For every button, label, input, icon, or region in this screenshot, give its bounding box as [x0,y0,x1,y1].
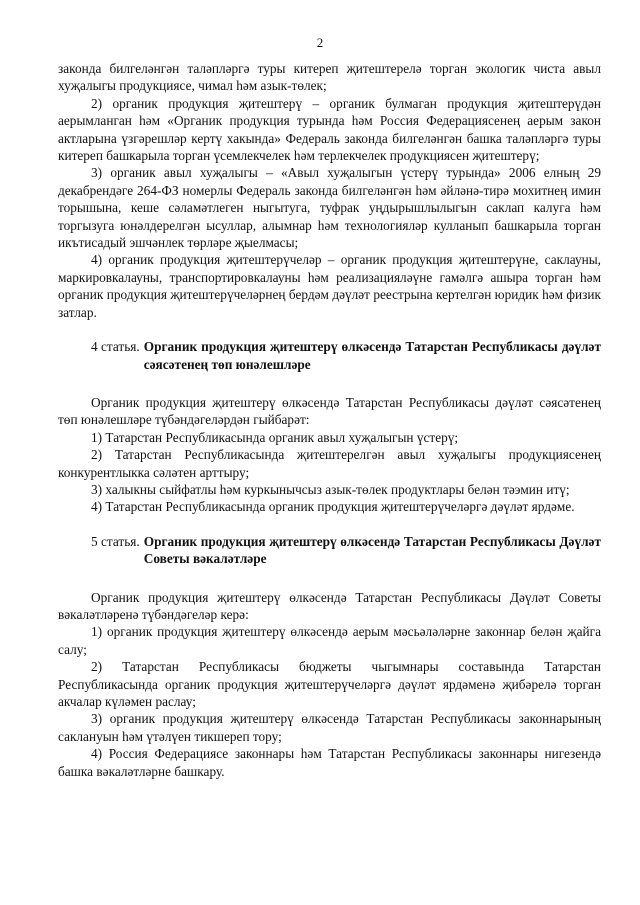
paragraph: 2) органик продукция җитештерү – органик булмаган продукция җитештерүдән аерымланган һәм «Органик продукция турында һәм Россия Федерациясенең аерым закон актларына үзгәрешләр кертү хакында» Федераль законда билгеләнгән башка таләпләргә туры китереп башкарыла торган үсемлекчелек һәм терлекчелек продукциясен җитештерү; [58,95,601,164]
paragraph: законда билгеләнгән таләпләргә туры китереп җитештерелә торган экологик чиста авыл хуҗалыгы продукциясе, чимал һәм азык-төлек; [58,61,601,94]
article-4-heading [58,338,601,373]
list-item: 3) халыкны сыйфатлы һәм куркынычсыз азык-төлек продуктлары белән тәэмин итү; [91,481,570,497]
list-item: 4) Россия Федерациясе законнары һәм Татарстан Республикасы законнары нигезендә башка вәкаләтләрне башкару. [58,746,601,779]
list-item: 1) органик продукция җитештерү өлкәсендә аерым мәсьәләләрне законнар белән җайга салу; [58,624,601,657]
article-number: 4 статья. [91,339,140,355]
article-title: Органик продукция җитештерү өлкәсендә Татарстан Республикасы дәүләт сәясәтенең төп юнәлешләре [143,339,601,372]
page-number: 2 [316,35,324,50]
paragraph: Органик продукция җитештерү өлкәсендә Татарстан Республикасы Дәүләт Советы вәкаләтләренә түбәндәгеләр керә: [58,589,601,622]
paragraph: 4) органик продукция җитештерүчеләр – органик продукция җитештерүне, саклауны, маркировкалауны, транспортировкалауны һәм реализацияләүне гамәлгә ашыра торган һәм органик продукция җитештерүчеләрнең бердәм дәүләт реестрына кертелгән юридик һәм физик затлар. [58,252,601,320]
paragraph: 3) органик авыл хуҗалыгы – «Авыл хуҗалыгын үстерү турында» 2006 елның 29 декабрендәге 264-ФЗ номерлы Федераль законда билгеләнгән һәм әйләнә-тирә мохитнең имин торышына, кеше сәламәтлеген ныгытуга, туфрак уңдырышлылыгын саклап калуга һәм торгызуга юнәлдерелгән ысуллар, алымнар һәм технологияләр кулланып башкарыла торган икътисадый эшчәнлек төрләре җыелмасы; [58,165,601,251]
list-item: 2) Татарстан Республикасында җитештерелгән авыл хуҗалыгы продукциясенең конкурентлыкка сәләтен арттыру; [58,447,601,480]
document-body [58,60,601,780]
article-number: 5 статья. [91,533,140,549]
paragraph: Органик продукция җитештерү өлкәсендә Татарстан Республикасы дәүләт сәясәтенең төп юнәлешләре түбәндәгеләрдән гыйбарәт: [58,394,601,428]
list-item: 4) Татарстан Республикасында органик продукция җитештерүчеләргә дәүләт ярдәме. [91,499,575,515]
article-title: Органик продукция җитештерү өлкәсендә Татарстан Республикасы Дәүләт Советы вәкаләтләре [143,533,601,567]
list-item: 2) Татарстан Республикасы бюджеты чыгымнары составында Татарстан Республикасында органик продукция җитештерүчеләргә дәүләт ярдәменә җибәрелә торган акчалар күләмен раслау; [58,659,601,709]
list-item: 1) Татарстан Республикасында органик авыл хуҗалыгын үстерү; [91,429,459,445]
list-item: 3) органик продукция җитештерү өлкәсендә Татарстан Республикасы законнарының саклануын һәм үтәлүен тикшереп тору; [58,711,601,744]
article-5-heading [58,533,601,568]
